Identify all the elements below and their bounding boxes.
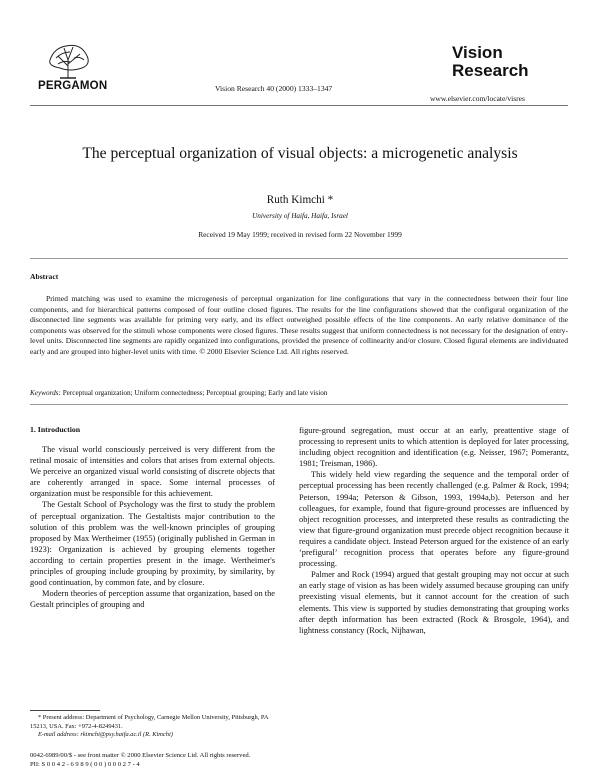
abstract-top-divider [30,258,568,259]
journal-url[interactable]: www.elsevier.com/locate/visres [430,94,525,103]
journal-logo-line-2: Research [452,60,529,80]
journal-reference: Vision Research 40 (2000) 1333–1347 [215,84,333,93]
footnote-email: E-mail address: rkimchi@psy.haifa.ac.il (R. Kimchi) [38,731,173,738]
journal-logo-line-1: Vision [452,43,503,62]
footnote-divider [30,710,100,711]
body-paragraph: figure-ground segregation, must occur at an early, preattentive stage of processing to represent units to which attention is deployed for later processing, including object recognition and identification (e.g. Neisser, 1967; Pomerantz, 1981; Treisman, 1986). [299,426,569,469]
left-column [30,444,275,610]
article-author: Ruth Kimchi * [266,194,334,206]
journal-logo [452,44,529,79]
body-paragraph: The Gestalt School of Psychology was the first to study the problem of perceptual organization. The Gestaltists major contribution to the solution of this problem was the well-known principles of grouping proposed by Max Wertheimer (1955) (originally published in German in 1923): Organization is achieved by grouping elements together according to certain properties present in the image. Wertheimer's principles of grouping include grouping by proximity, by similarity, by good continuation, by common fate, and by closure. [30,500,275,588]
footnote-address: * Present address: Department of Psychology, Carnegie Mellon University, Pittsburgh, PA 15213, USA. Fax: +972-4-8249431. [30,714,269,730]
body-paragraph: Palmer and Rock (1994) argued that gestalt grouping may not occur at such an early stage of vision as has been widely assumed because grouping can unify preexisting visual elements, but it cannot account for the creation of such elements. This view is supported by studies demonstrating that grouping works after depth information has been extracted (Rock & Brosgole, 1964), and lightness constancy (Rock, Nijhawan, [299,570,569,635]
copyright-block [30,752,250,769]
header-divider [30,105,568,106]
pii-line: PII: S 0 0 4 2 - 6 9 8 9 ( 0 0 ) 0 0 0 2 7 - 4 [30,760,140,768]
body-paragraph: The visual world consciously perceived is very different from the retinal mosaic of intensities and colors that arises from external objects. We perceive an organized visual world consisting of discrete objects that are coherently arranged in space. Some internal processes of organization must be responsible for this achievement. [30,445,275,499]
body-paragraph: Modern theories of perception assume that organization, based on the Gestalt principles of grouping and [30,589,275,610]
article-title: The perceptual organization of visual objects: a microgenetic analysis [82,145,518,162]
keywords [30,389,327,397]
abstract-heading: Abstract [30,272,59,281]
copyright-line: 0042-6989/00/$ - see front matter © 2000 Elsevier Science Ltd. All rights reserved. [30,752,251,759]
footnote [30,714,275,740]
abstract-bottom-divider [30,404,568,405]
author-affiliation: University of Haifa, Haifa, Israel [252,212,348,220]
received-dates: Received 19 May 1999; received in revised form 22 November 1999 [198,230,402,239]
keywords-list: Perceptual organization; Uniform connectedness; Perceptual grouping; Early and late vision [60,389,328,397]
elsevier-tree-logo-icon [40,40,96,80]
publisher-name: PERGAMON [38,80,108,92]
body-paragraph: This widely held view regarding the sequence and the temporal order of perceptual processing has been recently challenged (e.g. Palmer & Rock, 1994; Peterson, 1994a; Peterson & Gibson, 1993, 1994a,b). Peterson and her colleagues, for example, found that figure-ground processes are influenced by object recognition processes, and interpreted these results as contradicting the view that figure-ground organization must precede object recognition because it requires a candidate object. Instead Peterson argued for the existence of an early ‘prefigural’ recognition process that operates before any figure-ground processing. [299,470,569,569]
abstract-text: Primed matching was used to examine the microgenesis of perceptual organization for line configurations that vary in the connectedness between their four line components, and for hierarchical patterns composed of four outline closed figures. The results for the line configurations showed that the configural organization of the disconnected line segments was available for priming very early, and its effect outweighed possible effects of the line components. An early relative dominance of the components was observed for the stimuli whose components were closed figures. These results suggest that uniform connectedness is not necessary for the designation of entry-level units. Disconnected line segments are rapidly organized into configurations, provided the presence of collinearity and/or closure. Closed figural elements are individuated early and are grouped into higher-level units with time. © 2000 Elsevier Science Ltd. All rights reserved. [30,294,568,356]
section-heading: 1. Introduction [30,425,81,434]
keywords-label: Keywords: [30,389,61,397]
right-column [299,425,569,636]
